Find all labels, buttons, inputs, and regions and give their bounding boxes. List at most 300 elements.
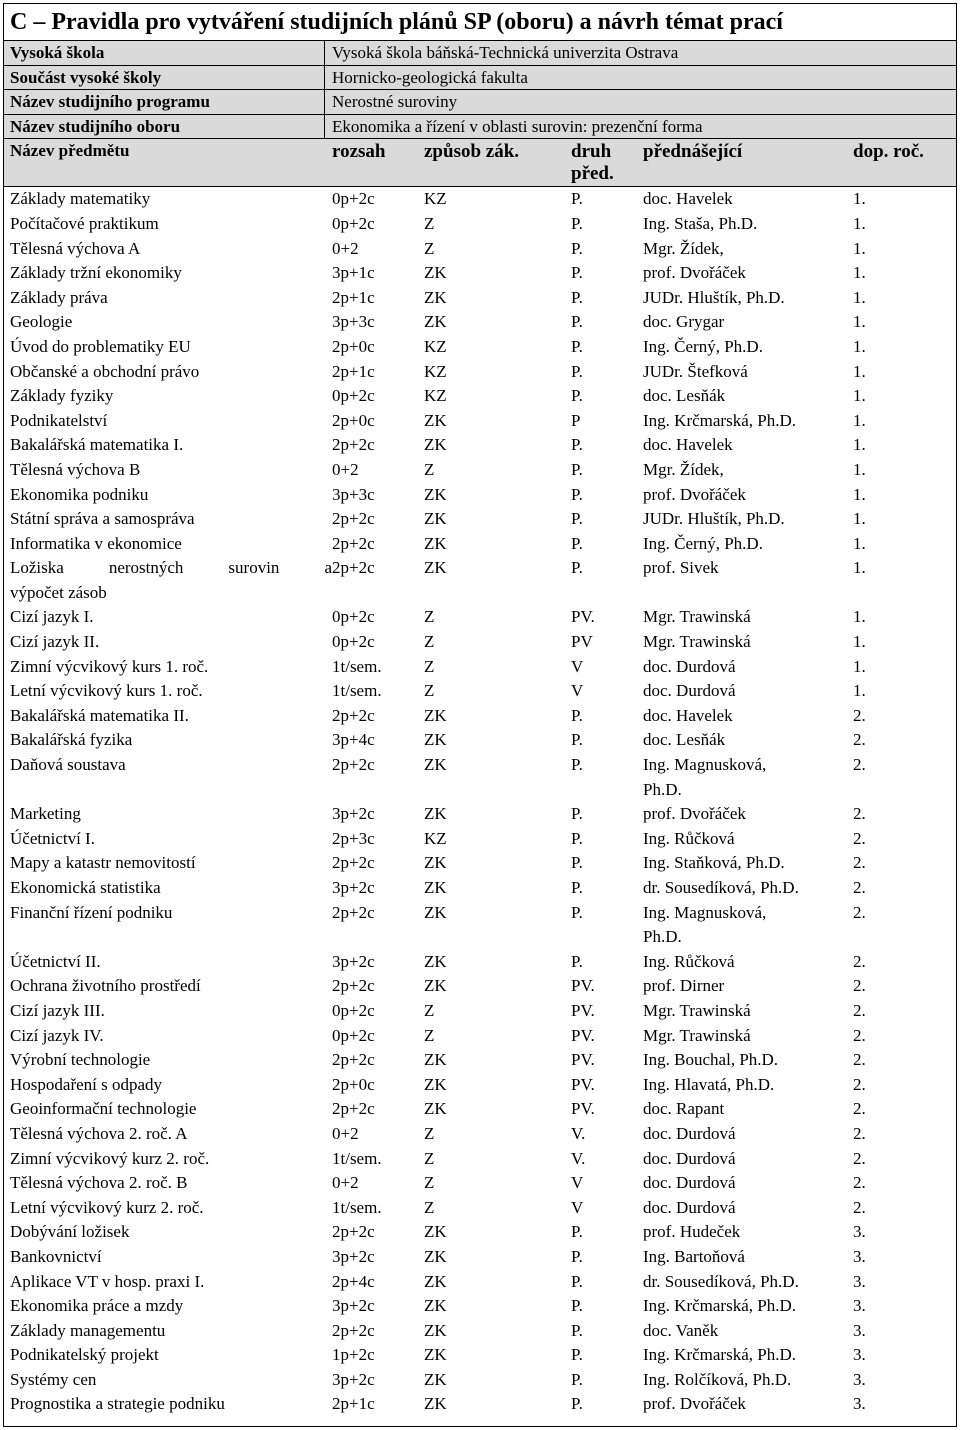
course-zpusob: [424, 1392, 571, 1417]
course-dop-roc: [853, 655, 956, 680]
course-dop-roc: [853, 802, 956, 827]
course-prednasejici: [643, 1368, 853, 1393]
table-row: [4, 1294, 956, 1319]
course-prednasejici: [643, 630, 853, 655]
course-prednasejici: [643, 1245, 853, 1270]
course-dop-roc: [853, 1245, 956, 1270]
course-rozsah-text: 2p+4c: [332, 1271, 375, 1291]
course-name: [4, 950, 332, 975]
course-druh-text: P.: [571, 189, 583, 209]
course-druh-text: P.: [571, 558, 583, 578]
course-prednasejici: [643, 433, 853, 458]
course-rozsah: [332, 679, 424, 704]
course-name-text: Ekonomická statistika: [10, 878, 161, 897]
course-rozsah: [332, 1245, 424, 1270]
course-dop-roc: [853, 950, 956, 975]
course-prednasejici-text: Mgr. Žídek,: [643, 459, 724, 479]
table-row: [4, 507, 956, 532]
course-druh: [571, 458, 643, 483]
course-dop-roc-text: 1.: [853, 410, 866, 430]
course-prednasejici: [643, 999, 853, 1024]
course-dop-roc-text: 1.: [853, 484, 866, 504]
course-name: [4, 532, 332, 557]
course-dop-roc: [853, 237, 956, 262]
course-dop-roc: [853, 1294, 956, 1319]
course-name: [4, 261, 332, 286]
course-zpusob-text: Z: [424, 656, 435, 676]
course-zpusob: [424, 409, 571, 434]
course-name: [4, 433, 332, 458]
course-prednasejici-text: Ing. Magnusková,: [643, 902, 767, 922]
course-name: [4, 679, 332, 704]
course-name-text: Zimní výcvikový kurz 2. roč.: [10, 1148, 210, 1168]
course-name-text: Výrobní technologie: [10, 1050, 151, 1070]
course-name-text: Cizí jazyk II.: [10, 632, 100, 652]
course-rozsah-text: 2p+0c: [332, 1074, 375, 1094]
course-zpusob: [424, 433, 571, 458]
course-zpusob: [424, 360, 571, 385]
course-zpusob-text: ZK: [424, 878, 447, 897]
course-druh: [571, 1196, 643, 1221]
course-name-text: Aplikace VT v hosp. praxi I.: [10, 1271, 205, 1291]
course-dop-roc-text: 2.: [853, 878, 866, 897]
course-dop-roc: [853, 728, 956, 753]
course-dop-roc: [853, 1073, 956, 1098]
course-zpusob: [424, 1147, 571, 1172]
course-prednasejici-text: doc. Rapant: [643, 1099, 725, 1119]
course-prednasejici: [643, 1220, 853, 1245]
course-zpusob: [424, 974, 571, 999]
course-rozsah: [332, 507, 424, 532]
course-name-text: Občanské a obchodní právo: [10, 361, 200, 381]
course-dop-roc: [853, 532, 956, 557]
course-rozsah-text: 2p+2c: [332, 558, 375, 578]
course-prednasejici-text: prof. Hudeček: [643, 1222, 741, 1242]
course-name-text: Geoinformační technologie: [10, 1099, 197, 1119]
table-row: [4, 605, 956, 630]
table-row: [4, 1392, 956, 1417]
course-druh: [571, 1024, 643, 1049]
course-rozsah-text: 3p+2c: [332, 1246, 375, 1266]
course-name-text: Ekonomika podniku: [10, 484, 149, 504]
course-rozsah-text: 0+2: [332, 1123, 359, 1143]
course-rozsah: [332, 728, 424, 753]
course-rozsah-text: 0+2: [332, 238, 359, 258]
course-name-text: Ochrana životního prostředí: [10, 976, 201, 996]
course-druh-text: PV: [571, 632, 593, 652]
course-dop-roc-text: 1.: [853, 607, 866, 627]
course-name: [4, 1270, 332, 1295]
course-dop-roc-text: 1.: [853, 361, 866, 381]
course-prednasejici-text: doc. Durdová: [643, 1197, 736, 1217]
course-dop-roc-text: 1.: [853, 263, 866, 283]
course-zpusob: [424, 753, 571, 802]
page-title: C – Pravidla pro vytváření studijních plánů SP (oboru) a návrh témat prací: [4, 4, 956, 41]
table-row: [4, 335, 956, 360]
course-zpusob-text: ZK: [424, 1246, 447, 1266]
course-dop-roc-text: 2.: [853, 1025, 866, 1045]
course-zpusob-text: ZK: [424, 410, 447, 430]
course-dop-roc: [853, 630, 956, 655]
course-prednasejici-text: doc. Durdová: [643, 1173, 736, 1193]
course-prednasejici: [643, 1171, 853, 1196]
header-druh-line-2: před.: [571, 163, 614, 185]
header-prednasejici: přednášející: [643, 141, 743, 163]
course-rozsah-text: 0p+2c: [332, 1000, 375, 1020]
course-dop-roc: [853, 310, 956, 335]
course-prednasejici: [643, 237, 853, 262]
table-row: [4, 1048, 956, 1073]
course-prednasejici-text: Mgr. Trawinská: [643, 1000, 751, 1020]
course-dop-roc-text: 3.: [853, 1320, 866, 1340]
course-rozsah-text: 2p+1c: [332, 287, 375, 307]
header-druh-line-1: druh: [571, 141, 612, 163]
course-prednasejici-text: doc. Havelek: [643, 705, 733, 725]
course-name: [4, 1245, 332, 1270]
course-zpusob-text: ZK: [424, 1369, 447, 1389]
course-rozsah-text: 2p+2c: [332, 533, 375, 553]
course-druh: [571, 605, 643, 630]
table-row: [4, 384, 956, 409]
course-druh-text: P.: [571, 1394, 583, 1414]
course-dop-roc: [853, 1220, 956, 1245]
course-dop-roc-text: 2.: [853, 804, 866, 824]
course-rozsah: [332, 901, 424, 950]
course-rozsah-text: 2p+2c: [332, 755, 375, 775]
course-dop-roc-text: 2.: [853, 755, 866, 775]
course-prednasejici: [643, 728, 853, 753]
course-name: [4, 556, 332, 605]
course-prednasejici: [643, 1097, 853, 1122]
course-rozsah: [332, 1097, 424, 1122]
course-zpusob: [424, 532, 571, 557]
course-dop-roc-text: 2.: [853, 853, 866, 873]
course-druh: [571, 1270, 643, 1295]
table-row: [4, 655, 956, 680]
course-zpusob: [424, 261, 571, 286]
course-name-text: Bakalářská matematika I.: [10, 435, 184, 455]
course-druh-text: P.: [571, 1296, 583, 1316]
table-row: [4, 630, 956, 655]
course-dop-roc-text: 1.: [853, 558, 866, 578]
course-dop-roc: [853, 1122, 956, 1147]
course-druh: [571, 1343, 643, 1368]
table-row: [4, 433, 956, 458]
course-prednasejici-text: doc. Durdová: [643, 1123, 736, 1143]
course-name: [4, 630, 332, 655]
course-rozsah: [332, 753, 424, 802]
course-name-text: Základy tržní ekonomiky: [10, 263, 182, 283]
table-row: [4, 360, 956, 385]
course-rozsah-text: 2p+1c: [332, 361, 375, 381]
course-prednasejici: [643, 1073, 853, 1098]
course-zpusob-text: ZK: [424, 1099, 447, 1119]
course-prednasejici: [643, 655, 853, 680]
course-prednasejici: [643, 851, 853, 876]
course-druh: [571, 1294, 643, 1319]
course-zpusob-text: KZ: [424, 386, 447, 406]
course-prednasejici: [643, 679, 853, 704]
course-dop-roc: [853, 212, 956, 237]
course-prednasejici: [643, 901, 853, 950]
course-zpusob: [424, 1368, 571, 1393]
course-name: [4, 286, 332, 311]
table-row: [4, 1343, 956, 1368]
course-prednasejici: [643, 827, 853, 852]
table-row: [4, 1319, 956, 1344]
course-druh-text: P.: [571, 951, 583, 971]
course-prednasejici: [643, 310, 853, 335]
course-zpusob-text: ZK: [424, 1296, 447, 1316]
course-name-text: Cizí jazyk IV.: [10, 1025, 104, 1045]
course-druh-text: PV.: [571, 1025, 595, 1045]
course-rozsah-text: 3p+3c: [332, 312, 375, 332]
course-druh: [571, 1220, 643, 1245]
course-dop-roc-text: 2.: [853, 1050, 866, 1070]
course-prednasejici: [643, 187, 853, 212]
course-druh: [571, 286, 643, 311]
course-druh: [571, 753, 643, 802]
course-zpusob-text: ZK: [424, 435, 447, 455]
table-row: [4, 1245, 956, 1270]
course-zpusob: [424, 507, 571, 532]
course-dop-roc: [853, 556, 956, 605]
course-prednasejici-text: Mgr. Trawinská: [643, 632, 751, 652]
course-druh-text: P.: [571, 361, 583, 381]
course-zpusob-text: ZK: [424, 853, 447, 873]
course-prednasejici: [643, 1048, 853, 1073]
course-druh-text: P.: [571, 1369, 583, 1389]
course-rozsah: [332, 1294, 424, 1319]
course-prednasejici-text: JUDr. Hluštík, Ph.D.: [643, 287, 785, 307]
course-rozsah: [332, 1171, 424, 1196]
course-dop-roc: [853, 704, 956, 729]
course-druh: [571, 876, 643, 901]
course-dop-roc: [853, 409, 956, 434]
course-prednasejici-text: dr. Sousedíková, Ph.D.: [643, 1271, 799, 1291]
course-prednasejici-text: Ing. Hlavatá, Ph.D.: [643, 1074, 775, 1094]
course-prednasejici-text: prof. Dvořáček: [643, 1394, 746, 1414]
course-prednasejici-text: prof. Dvořáček: [643, 263, 746, 283]
course-dop-roc-text: 1.: [853, 238, 866, 258]
table-row: [4, 901, 956, 950]
course-rozsah: [332, 532, 424, 557]
course-name: [4, 310, 332, 335]
course-rozsah: [332, 384, 424, 409]
course-druh: [571, 310, 643, 335]
course-rozsah-text: 3p+2c: [332, 804, 375, 824]
course-zpusob: [424, 1319, 571, 1344]
course-rozsah-text: 1t/sem.: [332, 656, 382, 676]
course-prednasejici: [643, 556, 853, 605]
course-druh-text: P.: [571, 705, 583, 725]
course-rozsah-text: 2p+2c: [332, 1050, 375, 1070]
info-value: Nerostné suroviny: [325, 90, 956, 115]
course-name: [4, 1171, 332, 1196]
course-name: [4, 1122, 332, 1147]
table-row: [4, 999, 956, 1024]
course-zpusob: [424, 1024, 571, 1049]
course-prednasejici: [643, 335, 853, 360]
course-name-text: Cizí jazyk I.: [10, 607, 94, 627]
course-druh-text: P.: [571, 312, 583, 332]
info-value: Hornicko-geologická fakulta: [325, 66, 956, 91]
course-rozsah: [332, 974, 424, 999]
course-dop-roc-text: 2.: [853, 902, 866, 922]
course-druh-text: P.: [571, 1271, 583, 1291]
course-name: [4, 360, 332, 385]
course-name: [4, 827, 332, 852]
course-prednasejici-text: doc. Durdová: [643, 681, 736, 701]
info-block: [4, 41, 956, 139]
course-zpusob-text: Z: [424, 681, 435, 701]
course-druh: [571, 974, 643, 999]
table-row: [4, 1368, 956, 1393]
course-prednasejici-text: dr. Sousedíková, Ph.D.: [643, 878, 799, 897]
course-prednasejici-text: doc. Vaněk: [643, 1320, 719, 1340]
course-zpusob: [424, 1343, 571, 1368]
course-name-text-line-2: výpočet zásob: [10, 582, 107, 602]
table-row: [4, 704, 956, 729]
table-row: [4, 1171, 956, 1196]
course-rozsah-text: 2p+0c: [332, 336, 375, 356]
course-name: [4, 458, 332, 483]
course-zpusob: [424, 1171, 571, 1196]
course-druh: [571, 433, 643, 458]
course-prednasejici-text: Ing. Černý, Ph.D.: [643, 533, 763, 553]
course-name: [4, 1392, 332, 1417]
course-dop-roc: [853, 1368, 956, 1393]
course-prednasejici: [643, 261, 853, 286]
course-rozsah: [332, 409, 424, 434]
course-dop-roc-text: 2.: [853, 705, 866, 725]
course-rozsah: [332, 655, 424, 680]
course-dop-roc-text: 1.: [853, 509, 866, 529]
course-rozsah: [332, 556, 424, 605]
course-dop-roc: [853, 1392, 956, 1417]
course-prednasejici: [643, 1196, 853, 1221]
course-zpusob: [424, 950, 571, 975]
course-name: [4, 802, 332, 827]
course-zpusob: [424, 1245, 571, 1270]
course-name-text: Bankovnictví: [10, 1246, 102, 1266]
course-zpusob: [424, 876, 571, 901]
course-prednasejici: [643, 950, 853, 975]
course-prednasejici-text: Mgr. Trawinská: [643, 1025, 751, 1045]
course-name: [4, 1097, 332, 1122]
table-row: [4, 532, 956, 557]
course-name: [4, 999, 332, 1024]
course-dop-roc-text: 2.: [853, 1173, 866, 1193]
course-druh-text: P: [571, 410, 581, 430]
course-dop-roc-text: 1.: [853, 213, 866, 233]
course-zpusob-text: ZK: [424, 1050, 447, 1070]
table-row: [4, 286, 956, 311]
header-rozsah: rozsah: [332, 141, 386, 163]
course-zpusob-text: Z: [424, 238, 435, 258]
course-rozsah: [332, 1122, 424, 1147]
table-row: [4, 753, 956, 802]
course-dop-roc: [853, 679, 956, 704]
table-row: [4, 409, 956, 434]
course-druh-text: P.: [571, 902, 583, 922]
course-prednasejici-text: doc. Grygar: [643, 312, 725, 332]
course-dop-roc-text: 1.: [853, 189, 866, 209]
course-zpusob: [424, 999, 571, 1024]
course-druh: [571, 237, 643, 262]
course-dop-roc-text: 3.: [853, 1222, 866, 1242]
course-prednasejici-text: doc. Durdová: [643, 1148, 736, 1168]
course-dop-roc: [853, 1171, 956, 1196]
course-name: [4, 237, 332, 262]
course-druh-text: P.: [571, 238, 583, 258]
course-name-text: Základy fyziky: [10, 386, 114, 406]
course-dop-roc-text: 3.: [853, 1394, 866, 1414]
course-rozsah-text: 2p+2c: [332, 902, 375, 922]
course-dop-roc-text: 2.: [853, 976, 866, 996]
course-zpusob-text: ZK: [424, 730, 447, 750]
course-zpusob-text: ZK: [424, 976, 447, 996]
course-dop-roc: [853, 1196, 956, 1221]
course-name-text: Mapy a katastr nemovitostí: [10, 853, 196, 873]
course-zpusob-text: ZK: [424, 1222, 447, 1242]
course-druh: [571, 679, 643, 704]
course-zpusob: [424, 212, 571, 237]
course-name: [4, 655, 332, 680]
course-zpusob-text: ZK: [424, 705, 447, 725]
course-rozsah: [332, 1343, 424, 1368]
course-zpusob-text: ZK: [424, 804, 447, 824]
course-rozsah: [332, 1220, 424, 1245]
course-rozsah: [332, 483, 424, 508]
course-zpusob: [424, 630, 571, 655]
table-row: [4, 1270, 956, 1295]
course-name: [4, 1147, 332, 1172]
info-row: [4, 115, 956, 140]
course-zpusob-text: Z: [424, 632, 435, 652]
course-rozsah-text: 2p+2c: [332, 1222, 375, 1242]
course-prednasejici-text: Ing. Staňková, Ph.D.: [643, 853, 785, 873]
course-druh-text: P.: [571, 533, 583, 553]
course-dop-roc-text: 1.: [853, 386, 866, 406]
course-prednasejici: [643, 753, 853, 802]
course-dop-roc-text: 1.: [853, 656, 866, 676]
course-name-text: Letní výcvikový kurz 2. roč.: [10, 1197, 204, 1217]
course-dop-roc-text: 3.: [853, 1246, 866, 1266]
course-rozsah: [332, 802, 424, 827]
course-dop-roc: [853, 974, 956, 999]
course-zpusob-text: ZK: [424, 312, 447, 332]
course-druh: [571, 384, 643, 409]
header-course-name: Název předmětu: [10, 141, 130, 161]
course-prednasejici-text: doc. Lesňák: [643, 386, 726, 406]
course-zpusob-text: Z: [424, 1025, 435, 1045]
course-rozsah: [332, 1073, 424, 1098]
course-prednasejici-text: Ing. Růčková: [643, 951, 735, 971]
course-druh: [571, 950, 643, 975]
course-name: [4, 1024, 332, 1049]
course-druh-text: P.: [571, 435, 583, 455]
course-prednasejici: [643, 507, 853, 532]
course-dop-roc: [853, 753, 956, 802]
course-prednasejici: [643, 1392, 853, 1417]
table-row: [4, 1147, 956, 1172]
course-name-text: Systémy cen: [10, 1369, 97, 1389]
course-zpusob-text: KZ: [424, 189, 447, 209]
course-prednasejici: [643, 458, 853, 483]
course-druh: [571, 630, 643, 655]
course-druh: [571, 901, 643, 950]
